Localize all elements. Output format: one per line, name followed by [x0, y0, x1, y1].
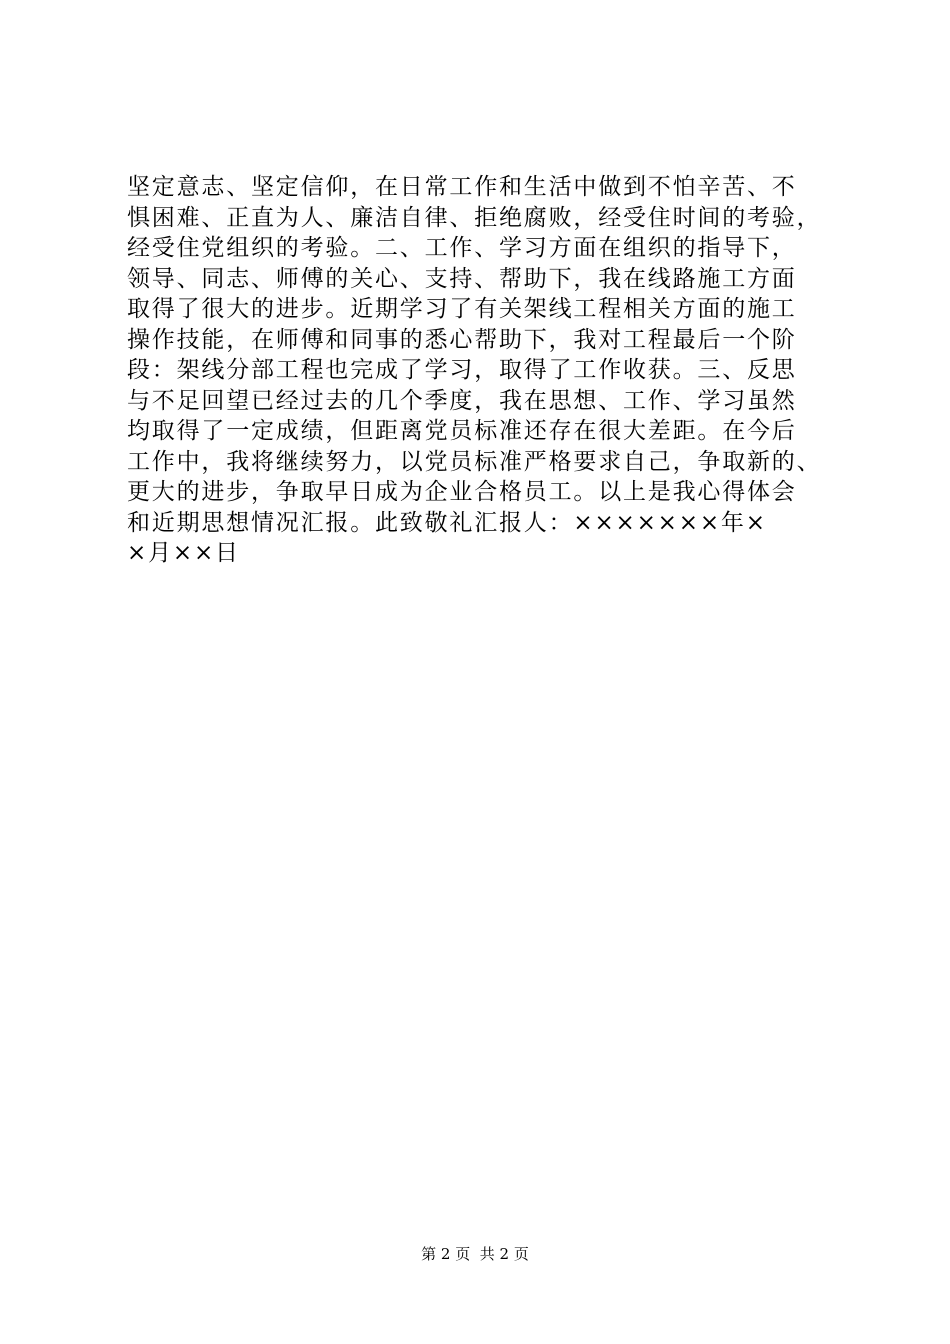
text-line: 惧困难、正直为人、廉洁自律、拒绝腐败，经受住时间的考验，: [127, 204, 822, 231]
text-line: 更大的进步，争取早日成为企业合格员工。以上是我心得体会: [127, 479, 797, 505]
text-line: 领导、同志、师傅的关心、支持、帮助下，我在线路施工方面: [127, 265, 797, 292]
text-line: 均取得了一定成绩，但距离党员标准还存在很大差距。在今后: [127, 418, 797, 444]
text-line: 取得了很大的进步。近期学习了有关架线工程相关方面的施工: [127, 296, 797, 322]
text-line: 和近期思想情况汇报。此致敬礼汇报人：×××××××年×: [127, 509, 767, 536]
text-line: 段：架线分部工程也完成了学习，取得了工作收获。三、反思: [127, 357, 797, 383]
body-text: [127, 172, 847, 569]
text-line: 与不足回望已经过去的几个季度，我在思想、工作、学习虽然: [127, 387, 797, 414]
text-line: 工作中，我将继续努力，以党员标准严格要求自己，争取新的、: [127, 448, 822, 475]
text-line: 操作技能，在师傅和同事的悉心帮助下，我对工程最后一个阶: [127, 326, 797, 353]
text-line: 经受住党组织的考验。二、工作、学习方面在组织的指导下，: [127, 235, 797, 261]
page-number-footer: 第 2 页 共 2 页: [421, 1245, 529, 1263]
text-line: ×月××日: [127, 540, 240, 566]
text-line: 坚定意志、坚定信仰，在日常工作和生活中做到不怕辛苦、不: [127, 174, 797, 200]
